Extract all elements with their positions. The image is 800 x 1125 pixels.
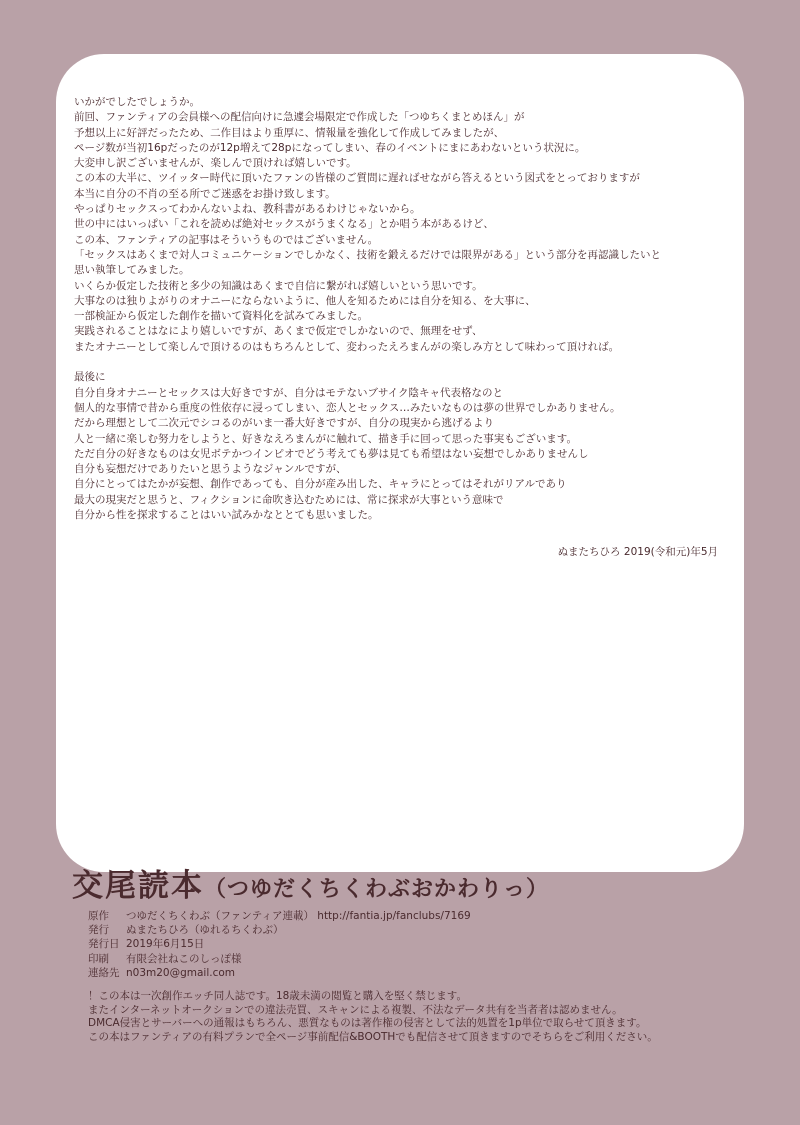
body-line: ページ数が当初16pだったのが12p増えて28pになってしまい、春のイベントにまにあわないという状況に。 <box>74 141 586 154</box>
author-signature: ぬまたちひろ 2019(令和元)年5月 <box>557 546 718 558</box>
colophon-value: ぬまたちひろ（ゆれるちくわぶ） <box>126 924 284 937</box>
colophon-value: 2019年6月15日 <box>126 938 205 951</box>
colophon-label: 原作 <box>88 910 109 922</box>
body-line: 大変申し訳ございませんが、楽しんで頂ければ嬉しいです。 <box>74 157 357 170</box>
notice-line: ！この本は一次創作エッチ同人誌です。18歳未満の閲覧と購入を堅く禁じます。 <box>88 990 467 1002</box>
body-line: 世の中にはいっぱい「これを読めば絶対セックスがうまくなる」とか唱う本があるけど、 <box>74 218 494 231</box>
body-line: 思い執筆してみました。 <box>74 264 190 277</box>
body-line: 一部検証から仮定した創作を描いて資料化を試みてみました。 <box>74 310 368 323</box>
colophon-label: 印刷 <box>88 952 109 965</box>
body-line <box>74 355 734 370</box>
colophon-label: 連絡先 <box>88 966 120 979</box>
notice-line: この本はファンティアの有料プランで全ページ事前配信&BOOTHでも配信させて頂きますのでそちらをご利用ください。 <box>88 1030 658 1043</box>
body-line: またオナニーとして楽しんで頂けるのはもちろんとして、変わったえろまんがの楽しみ方として味わって頂ければ。 <box>74 340 620 353</box>
colophon-row <box>88 909 471 923</box>
body-line: 個人的な事情で昔から重度の性依存に浸ってしまい、恋人とセックス…みたいなものは夢の世界でしかありません。 <box>74 401 621 414</box>
colophon-row <box>88 923 471 937</box>
body-line: 本当に自分の不肖の至る所でご迷惑をお掛け致します。 <box>74 187 336 200</box>
body-line: だから理想として二次元でシコるのがいま一番大好きですが、自分の現実から逃げるより <box>74 417 494 430</box>
colophon-value: つゆだくちくわぶ（ファンティア連載） http://fantia.jp/fanclubs/7169 <box>126 910 471 922</box>
book-title-sub: （つゆだくちくわぶおかわりっ） <box>204 876 550 902</box>
colophon-row <box>88 966 471 980</box>
body-line: 最大の現実だと思うと、フィクションに命吹き込むためには、常に探求が大事という意味で <box>74 493 504 506</box>
colophon-info <box>88 909 471 980</box>
body-line: 「セックスはあくまで対人コミュニケーションでしかなく、技術を鍛えるだけでは限界がある」という部分を再認識したいと <box>74 248 662 261</box>
colophon-value: 有限会社ねこのしっぽ様 <box>126 952 242 965</box>
book-title-main: 交尾読本 <box>72 868 204 904</box>
body-line: 実践されることはなにより嬉しいですが、あくまで仮定でしかないので、無理をせず、 <box>74 325 483 338</box>
body-line: 自分も妄想だけでありたいと思うようなジャンルですが、 <box>74 463 347 476</box>
book-title <box>72 860 549 905</box>
body-line: 自分から性を探求することはいい試みかなととても思いました。 <box>74 509 379 522</box>
notice-line: またインターネットオークションでの違法売買、スキャンによる複製、不法なデータ共有を当者者は認めません。 <box>88 1003 623 1016</box>
body-line: 自分自身オナニーとセックスは大好きですが、自分はモテないブサイク陰キャ代表格なのと <box>74 386 504 399</box>
body-line: 自分にとってはたかが妄想、創作であっても、自分が産み出した、キャラにとってはそれがリアルであり <box>74 478 567 491</box>
afterword-text <box>74 95 734 523</box>
notice-line: DMCA侵害とサーバーへの通報はもちろん、悪質なものは著作権の侵害として法的処置を1p単位で取らせて頂きます。 <box>88 1017 647 1030</box>
colophon-value: n03m20@gmail.com <box>126 966 236 979</box>
body-line: 大事なのは独りよがりのオナニーにならないように、他人を知るためには自分を知る、を大事に、 <box>74 294 536 307</box>
body-line: やっぱりセックスってわかんないよね、教科書があるわけじゃないから。 <box>74 203 421 216</box>
body-line: この本、ファンティアの記事はそういうものではございません。 <box>74 233 379 246</box>
legal-notice <box>88 990 738 1044</box>
body-line: いかがでしたでしょうか。 <box>74 96 200 108</box>
body-line: ただ自分の好きなものは女児ボテかつインピオでどう考えても夢は見ても希望はない妄想でしかありませんし <box>74 447 589 460</box>
colophon-row <box>88 937 471 951</box>
body-line: この本の大半に、ツイッター時代に頂いたファンの皆様のご質問に遅ればせながら答えるという図式をとっておりますが <box>74 172 640 185</box>
body-line: 最後に <box>74 371 106 384</box>
colophon-label: 発行日 <box>88 938 120 951</box>
colophon-row <box>88 952 471 966</box>
body-line: 前回、ファンティアの会員様への配信向けに急遽会場限定で作成した「つゆちくまとめほん」が <box>74 111 525 124</box>
body-line: 予想以上に好評だったため、二作目はより重厚に、情報量を強化して作成してみましたが、 <box>74 126 505 139</box>
body-line: いくらか仮定した技術と多少の知識はあくまで自信に繋がれば嬉しいという思いです。 <box>74 279 483 292</box>
body-line: 人と一緒に楽しむ努力をしようと、好きなえろまんがに触れて、描き手に回って思った事実もございます。 <box>74 432 577 445</box>
colophon-label: 発行 <box>88 924 109 937</box>
